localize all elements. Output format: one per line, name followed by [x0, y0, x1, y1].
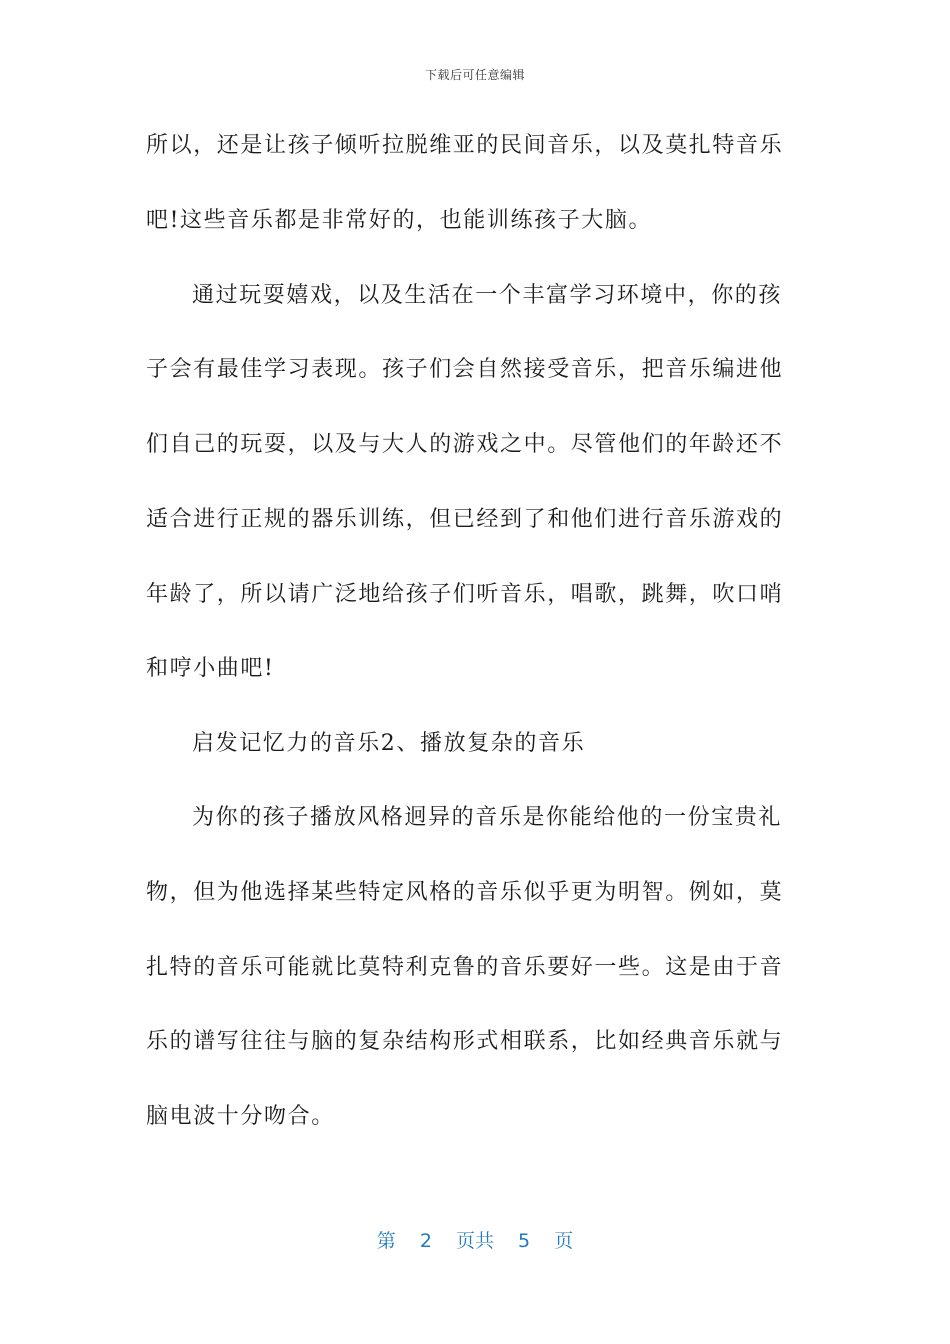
footer-middle: 页共 [455, 1230, 494, 1252]
body-line: 们自己的玩耍，以及与大人的游戏之中。尽管他们的年龄还不 [146, 432, 784, 457]
current-page-number: 2 [419, 1230, 432, 1252]
body-line: 乐的谱写往往与脑的复杂结构形式相联系，比如经典音乐就与 [146, 1029, 784, 1054]
page-header: 下载后可任意编辑 [424, 68, 525, 82]
footer-suffix: 页 [554, 1230, 574, 1252]
body-line: 和哼小曲吧! [146, 656, 275, 681]
body-line: 年龄了，所以请广泛地给孩子们听音乐，唱歌，跳舞，吹口哨 [146, 582, 784, 607]
footer-prefix: 第 [376, 1230, 396, 1252]
body-line: 扎特的音乐可能就比莫特利克鲁的音乐要好一些。这是由于音 [146, 955, 784, 980]
body-line: 为你的孩子播放风格迥异的音乐是你能给他的一份宝贵礼 [192, 805, 783, 830]
page-footer [0, 1226, 950, 1253]
body-line: 脑电波十分吻合。 [146, 1104, 335, 1129]
body-line: 适合进行正规的器乐训练，但已经到了和他们进行音乐游戏的 [146, 507, 784, 532]
body-line: 所以，还是让孩子倾听拉脱维亚的民间音乐，以及莫扎特音乐 [146, 133, 784, 158]
body-line: 子会有最佳学习表现。孩子们会自然接受音乐，把音乐编进他 [146, 357, 784, 382]
body-line: 通过玩耍嬉戏，以及生活在一个丰富学习环境中，你的孩 [192, 283, 783, 308]
section-heading: 启发记忆力的音乐2、播放复杂的音乐 [192, 731, 586, 756]
body-line: 物，但为他选择某些特定风格的音乐似乎更为明智。例如，莫 [146, 880, 784, 905]
total-pages-number: 5 [518, 1230, 531, 1252]
body-line: 吧!这些音乐都是非常好的，也能训练孩子大脑。 [146, 208, 653, 233]
